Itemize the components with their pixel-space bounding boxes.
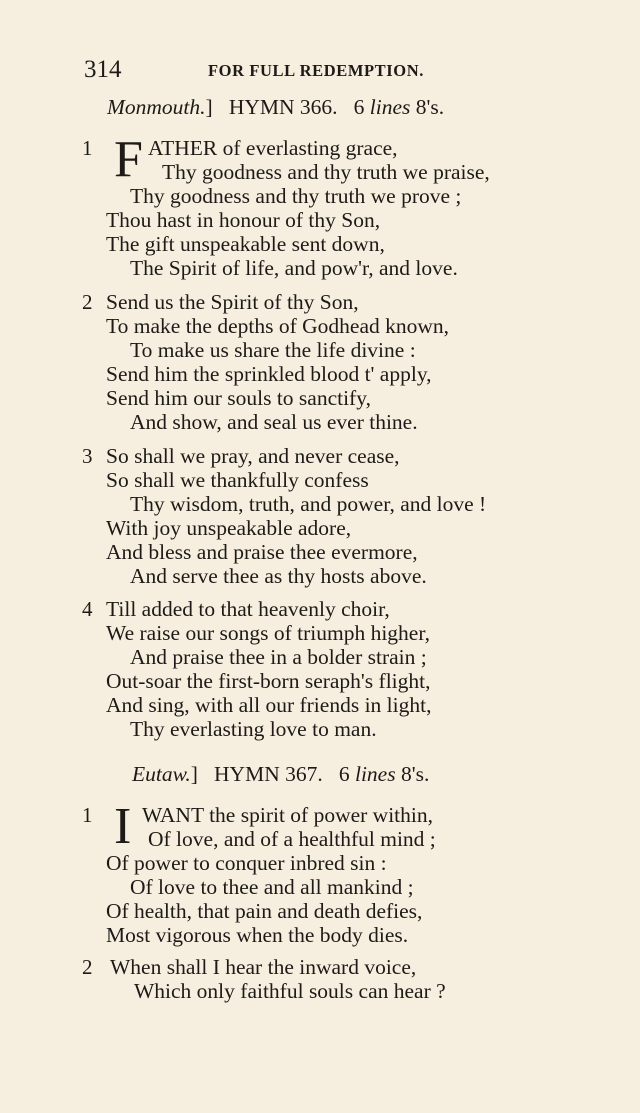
verse-line: Thy goodness and thy truth we prove ; bbox=[130, 184, 462, 208]
verse-line: And show, and seal us ever thine. bbox=[130, 410, 418, 434]
bracket: ] bbox=[205, 95, 213, 119]
bracket: ] bbox=[190, 762, 198, 786]
verse-line: To make us share the life divine : bbox=[130, 338, 416, 362]
verse-line: And serve thee as thy hosts above. bbox=[130, 564, 427, 588]
verse-line: Most vigorous when the body dies. bbox=[106, 923, 409, 947]
verse-line: Of health, that pain and death defies, bbox=[106, 899, 423, 923]
verse-line: So shall we pray, and never cease, bbox=[106, 444, 400, 468]
verse-line: And sing, with all our friends in light, bbox=[106, 693, 432, 717]
stanza-number: 1 bbox=[82, 136, 93, 160]
verse-line: And praise thee in a bolder strain ; bbox=[130, 645, 427, 669]
page-number: 314 bbox=[84, 56, 122, 83]
verse-line: Thy wisdom, truth, and power, and love ! bbox=[130, 492, 487, 516]
meter-value: 8's. bbox=[415, 95, 445, 119]
stanza-number: 1 bbox=[82, 803, 93, 827]
meter-count: 6 bbox=[338, 762, 350, 786]
meter-value: 8's. bbox=[400, 762, 430, 786]
stanza-number: 4 bbox=[82, 597, 93, 621]
hymn-number: HYMN 366. bbox=[228, 95, 338, 119]
verse-line: We raise our songs of triumph higher, bbox=[106, 621, 431, 645]
verse-line: Send him the sprinkled blood t' apply, bbox=[106, 362, 432, 386]
verse-line: Of love, and of a healthful mind ; bbox=[148, 827, 436, 851]
running-head bbox=[84, 56, 490, 86]
verse-line: The gift unspeakable sent down, bbox=[106, 232, 385, 256]
verse-line: Till added to that heavenly choir, bbox=[106, 597, 390, 621]
verse-line: ATHER of everlasting grace, bbox=[148, 136, 398, 160]
verse-line: WANT the spirit of power within, bbox=[142, 803, 434, 827]
verse-line: Out-soar the first-born seraph's flight, bbox=[106, 669, 431, 693]
verse-line: Thy goodness and thy truth we praise, bbox=[162, 160, 490, 184]
verse-line: Which only faithful souls can hear ? bbox=[134, 979, 446, 1003]
stanza-number: 2 bbox=[82, 290, 93, 314]
verse-line: Of love to thee and all mankind ; bbox=[130, 875, 414, 899]
verse-line: With joy unspeakable adore, bbox=[106, 516, 352, 540]
hymn-header-366 bbox=[107, 95, 444, 120]
verse-line: Thy everlasting love to man. bbox=[130, 717, 377, 741]
verse-line: So shall we thankfully confess bbox=[106, 468, 369, 492]
verse-line: To make the depths of Godhead known, bbox=[106, 314, 450, 338]
verse-line: Thou hast in honour of thy Son, bbox=[106, 208, 381, 232]
drop-cap: F bbox=[114, 131, 143, 188]
tune-name: Eutaw. bbox=[132, 762, 191, 786]
tune-name: Monmouth. bbox=[107, 95, 206, 119]
hymn-header-367 bbox=[132, 762, 429, 787]
hymn-number: HYMN 367. bbox=[214, 762, 323, 786]
stanza-number: 2 bbox=[82, 955, 93, 979]
verse-line: Of power to conquer inbred sin : bbox=[106, 851, 387, 875]
verse-line: And bless and praise thee evermore, bbox=[106, 540, 418, 564]
verse-line: Send us the Spirit of thy Son, bbox=[106, 290, 359, 314]
meter-count: 6 bbox=[353, 95, 365, 119]
running-title: FOR FULL REDEMPTION. bbox=[208, 61, 424, 80]
verse-line: Send him our souls to sanctify, bbox=[106, 386, 371, 410]
meter-word: lines bbox=[369, 95, 411, 119]
verse-line: When shall I hear the inward voice, bbox=[110, 955, 417, 979]
stanza-number: 3 bbox=[82, 444, 93, 468]
meter-word: lines bbox=[354, 762, 396, 786]
verse-line: The Spirit of life, and pow'r, and love. bbox=[130, 256, 458, 280]
drop-cap: I bbox=[114, 798, 132, 855]
